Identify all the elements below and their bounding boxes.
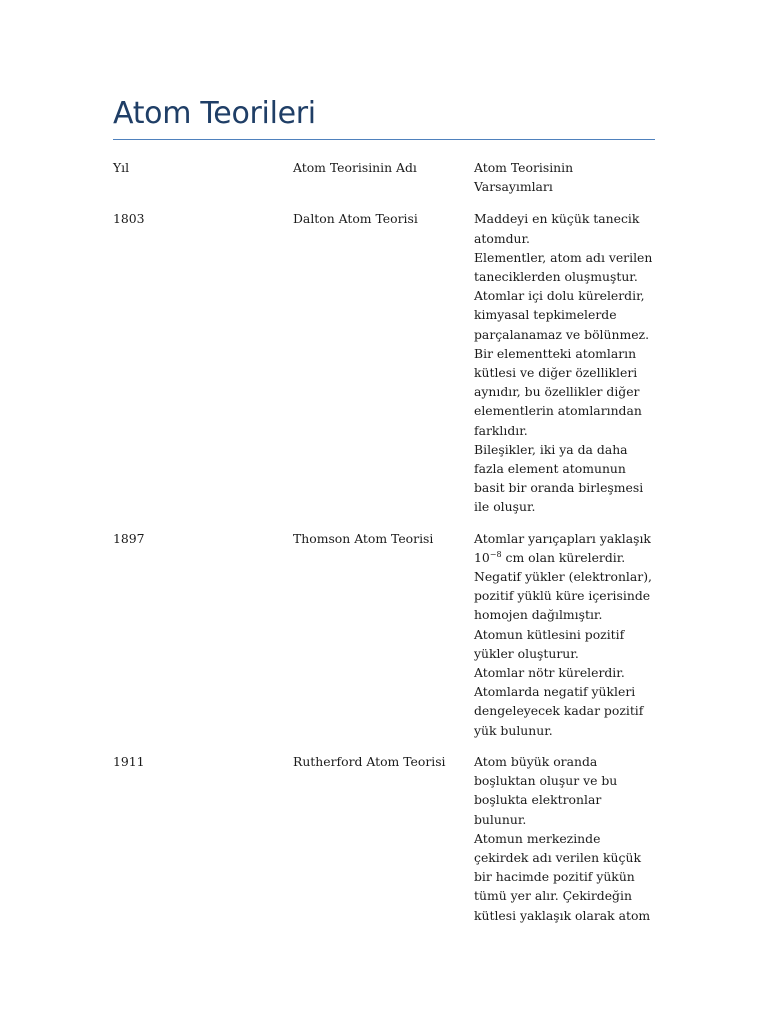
assumption-item: Atomlarda negatif yükleri dengeleyecek kadar pozitif yük bulunur. [474,684,644,738]
assumption-item: Atomun kütlesini pozitif yükler oluşturur. [474,626,625,661]
table-row-rutherford [113,752,655,937]
row-assumptions [474,529,655,752]
assumption-item: Atomlar içi dolu kürelerdir, kimyasal tepkimelerde parçalanamaz ve bölünmez. [474,288,650,342]
radius-text: Atomlar yarıçapları yaklaşık 10 [474,530,651,565]
atom-theories-table [113,158,655,937]
row-year: 1911 [113,753,145,769]
title-underline [113,139,655,140]
radius-exponent: −8 [489,549,502,559]
header-year: Yıl [113,160,130,175]
assumption-item: Maddeyi en küçük tanecik atomdur. [474,211,640,246]
assumption-item: Atomun merkezinde çekirdek adı verilen küçük bir hacimde pozitif yükün tümü yer alır. Çekirdeğin kütlesi yaklaşık olarak atom [474,830,651,923]
row-theory-name: Dalton Atom Teorisi [293,211,418,227]
assumption-item-radius [474,529,655,567]
row-assumptions [474,209,655,528]
header-theory-name: Atom Teorisinin Adı [293,160,417,175]
assumption-item: Atomlar nötr kürelerdir. [474,665,625,681]
assumption-item: Bir elementteki atomların kütlesi ve diğer özellikleri aynıdır, bu özellikler diğer elementlerin atomlarından farklıdır. [474,345,642,438]
header-assumptions: Atom Teorisinin Varsayımları [474,160,574,195]
assumption-item: Elementler, atom adı verilen taneciklerden oluşmuştur. [474,249,653,285]
page-title: Atom Teorileri [113,96,316,131]
assumption-item: Negatif yükler (elektronlar), pozitif yüklü küre içerisinde homojen dağılmıştır. [474,569,652,623]
row-year: 1897 [113,530,145,546]
table-row-thomson [113,529,655,752]
row-theory-name: Rutherford Atom Teorisi [293,753,446,769]
row-theory-name: Thomson Atom Teorisi [293,530,434,546]
row-assumptions [474,752,655,937]
table-row-dalton [113,209,655,528]
radius-unit-text: cm olan kürelerdir. [501,549,626,565]
row-year: 1803 [113,211,145,227]
assumption-item: Atom büyük oranda boşluktan oluşur ve bu boşlukta elektronlar bulunur. [474,753,618,827]
assumption-item: Bileşikler, iki ya da daha fazla element atomunun basit bir oranda birleşmesi ile oluşur. [474,441,644,515]
table-header-row [113,158,655,209]
